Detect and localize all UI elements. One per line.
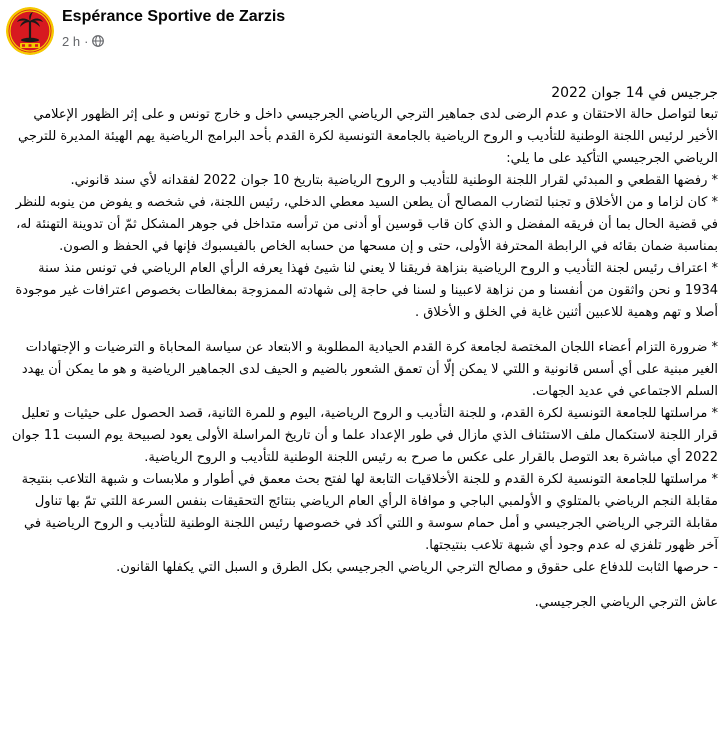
post-date-line: جرجيس في 14 جوان 2022 bbox=[551, 85, 718, 101]
post-header bbox=[0, 0, 727, 58]
post-point-6: * مراسلتها للجامعة التونسية لكرة القدم و للجنة الأخلاقيات التابعة لها لفتح بحث معمق في أطوار و ملابسات و شبهة التلاعب بنتيجة مقابلة النجم الرياضي بالمتلوي و الأولمبي الباجي و موافاة الرأي العام الرياضي بنتائج التحقيقات بنفس السرعة اللتي تمّ بها تناول مقابلة الترجي الرياضي الجرجيسي و أمل حمام سوسة و اللتي أكد في خصوصها رئيس اللجنة الوطنية للتأديب و الروح الرياضية في آخر ظهور تلفزي له عدم وجود أي شبهة تلاعب بنتيجتها. bbox=[21, 472, 718, 553]
meta-separator: · bbox=[84, 33, 89, 49]
club-crest-logo bbox=[6, 7, 54, 55]
post-meta bbox=[62, 32, 104, 50]
post-point-5: * مراسلتها للجامعة التونسية لكرة القدم، و للجنة التأديب و الروح الرياضية، اليوم و للمرة الثانية، قصد الحصول على حيثيات و تعليل قرار اللجنة لاستكمال ملف الاستئناف الذي مازال في طور الإعداد علما و أن تاريخ المراسلة الأولى يعود لصبيحة يوم السبت 11 جوان 2022 أي مباشرة بعد التوصل بالقرار على عكس ما صرح به رئيس اللجنة الوطنية للتأديب و الروح الرياضية. bbox=[11, 406, 718, 465]
paragraph-gap bbox=[10, 324, 718, 337]
post-point-2: * كان لزاما و من الأخلاق و تجنبا لتضارب المصالح أن يطعن السيد معطي الدخلي، رئيس اللجنة، في شخصه و يفوض من ينوبه للنظر في قضية الحال بما أن فريقه المفضل و الذي كان قاب قوسين أو أدنى من ترأسه متداخل في جوهر المشكل ثمّ أن تدوينة التهنئة له، بمناسبة ضمان بقائه في الرابطة المحترفة الأولى، حتى و إن مسحها من حسابه الخاص بالفيسبوك فإنها في الحفظ و الصون. bbox=[15, 195, 718, 254]
post-intro-paragraph: تبعا لتواصل حالة الاحتقان و عدم الرضى لدى جماهير الترجي الرياضي الجرجيسي داخل و خارج تونس و على إثر الظهور الإعلامي الأخير لرئيس اللجنة الوطنية للتأديب و الروح الرياضية بالجامعة التونسية لكرة القدم بأحد البرامج الرياضية يهم الهيئة المديرة للترجي الرياضي الجرجيسي التأكيد على ما يلي: bbox=[18, 107, 718, 166]
page-name-link[interactable]: Espérance Sportive de Zarzis bbox=[62, 8, 286, 25]
post-point-7: - حرصها الثابت للدفاع على حقوق و مصالح الترجي الرياضي الجرجيسي بكل الطرق و السبل التي يكفلها القانون. bbox=[116, 560, 718, 575]
post-time[interactable]: 2 h bbox=[62, 33, 81, 49]
post-point-4: * ضرورة التزام أعضاء اللجان المختصة لجامعة كرة القدم الحيادية المطلوبة و الابتعاد عن سياسة المحاباة و الترضيات و الإجتهادات الغير مبنية على أي أسس قانونية و اللتي لا يمكن إلّا أن تعمق الشعور بالضيم و الحيف لدى الجماهير الرياضية و هو ما يمكن أن يهدد السلم الاجتماعي في عديد الجهات. bbox=[21, 340, 718, 399]
post-body bbox=[10, 82, 718, 614]
paragraph-gap bbox=[10, 579, 718, 592]
post-closing-line: عاش الترجي الرياضي الجرجيسي. bbox=[534, 595, 718, 610]
globe-icon[interactable] bbox=[92, 35, 104, 47]
post-point-1: * رفضها القطعي و المبدئي لقرار اللجنة الوطنية للتأديب و الروح الرياضية بتاريخ 10 جوان 2022 لفقدانه لأي سند قانوني. bbox=[70, 173, 718, 188]
page-avatar[interactable] bbox=[6, 7, 54, 55]
post-point-3: * اعتراف رئيس لجنة التأديب و الروح الرياضية بنزاهة فريقنا لا يعني لنا شيئ فهذا يعرفه الرأي العام الرياضي في تونس منذ سنة 1934 و نحن واثقون من أنفسنا و من نزاهة لاعبينا و لسنا في حاجة إلى شهادته الممزوجة بمغالطات بخصوص اعترافات غير موجودة أصلا و تهم وهمية للاعبين أثنين غاية في الخلق و الأخلاق . bbox=[15, 261, 718, 320]
